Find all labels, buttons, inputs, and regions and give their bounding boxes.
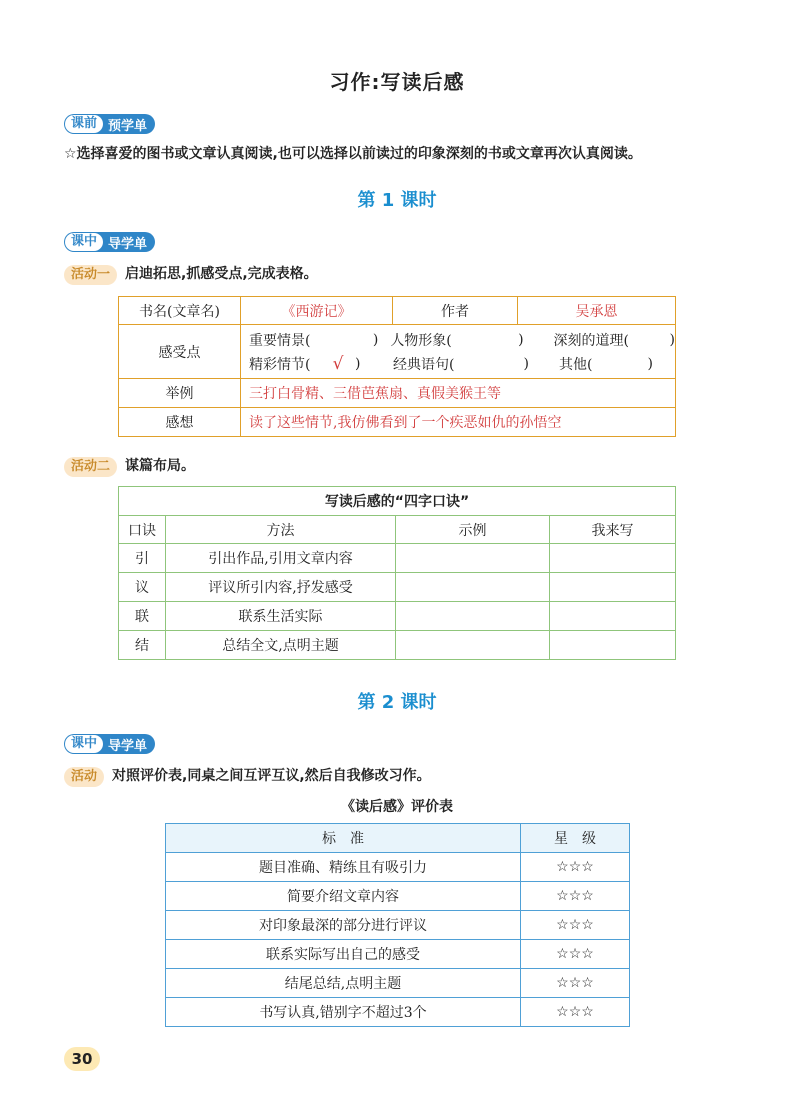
badge-part-a: 课中 (65, 233, 103, 251)
table-row (119, 602, 676, 631)
lesson1-title: 第 1 课时 (357, 190, 437, 211)
lesson2-title: 第 2 课时 (357, 692, 437, 713)
badge-part-a: 课中 (65, 735, 103, 753)
page-title: 习作:写读后感 (329, 70, 465, 94)
criterion-text: 结尾总结,点明主题 (166, 969, 521, 998)
table-row (166, 969, 630, 998)
lesson2-badge (64, 732, 155, 754)
my-writing-cell[interactable] (550, 573, 676, 602)
formula-key: 议 (119, 573, 166, 602)
criterion-text: 联系实际写出自己的感受 (166, 940, 521, 969)
reading-feelings-table (118, 296, 676, 437)
option-other: 其他( (559, 356, 593, 373)
star-rating[interactable]: ☆☆☆ (521, 853, 630, 882)
example-cell[interactable] (396, 573, 550, 602)
example-label: 举例 (119, 379, 241, 408)
check-mark: √ (332, 353, 344, 374)
criterion-text: 对印象最深的部分进行评议 (166, 911, 521, 940)
activity1-text: 启迪拓思,抓感受点,完成表格。 (125, 266, 318, 282)
example-value: 三打白骨精、三借芭蕉扇、真假美猴王等 (241, 379, 676, 408)
option-wonderful-plot: 精彩情节( (249, 356, 311, 373)
header-my-writing: 我来写 (550, 516, 676, 544)
feel-options (241, 325, 676, 379)
criterion-text: 简要介绍文章内容 (166, 882, 521, 911)
activity2-text: 谋篇布局。 (125, 458, 196, 474)
feel-label: 感受点 (119, 325, 241, 379)
page-number: 30 (64, 1047, 100, 1071)
badge-part-b: 导学单 (108, 236, 148, 252)
example-cell[interactable] (396, 602, 550, 631)
pre-class-instruction: ☆选择喜爱的图书或文章认真阅读,也可以选择以前读过的印象深刻的书或文章再次认真阅读。 (64, 146, 642, 162)
formula-caption: 写读后感的“四字口诀” (119, 487, 676, 516)
star-rating[interactable]: ☆☆☆ (521, 998, 630, 1027)
evaluation-table (165, 823, 630, 1027)
option-classic-quote: 经典语句( (393, 356, 455, 373)
option-important-scene: 重要情景( (249, 332, 311, 349)
activity1-tag: 活动一 (64, 265, 117, 285)
thought-label: 感想 (119, 408, 241, 437)
option-close: ) (523, 355, 529, 372)
formula-method: 评议所引内容,抒发感受 (166, 573, 396, 602)
option-close: ) (372, 331, 379, 348)
badge-part-a: 课前 (65, 115, 103, 133)
table-row (119, 631, 676, 660)
formula-key: 结 (119, 631, 166, 660)
example-cell[interactable] (396, 631, 550, 660)
thought-value: 读了这些情节,我仿佛看到了一个疾恶如仇的孙悟空 (241, 408, 676, 437)
my-writing-cell[interactable] (550, 602, 676, 631)
criterion-text: 题目准确、精练且有吸引力 (166, 853, 521, 882)
activity1-line (64, 263, 318, 285)
eval-table-caption: 《读后感》评价表 (341, 799, 453, 815)
my-writing-cell[interactable] (550, 631, 676, 660)
option-close: ) (355, 355, 361, 372)
formula-key: 引 (119, 544, 166, 573)
header-formula: 口诀 (119, 516, 166, 544)
option-close: ) (647, 355, 653, 372)
four-word-formula-table (118, 486, 676, 660)
star-rating[interactable]: ☆☆☆ (521, 882, 630, 911)
table-row (166, 940, 630, 969)
badge-part-b: 预学单 (108, 118, 148, 134)
author-label: 作者 (393, 297, 518, 325)
badge-part-b: 导学单 (108, 738, 148, 754)
option-character: 人物形象( (390, 332, 452, 349)
book-label: 书名(文章名) (119, 297, 241, 325)
header-method: 方法 (166, 516, 396, 544)
activity3-text: 对照评价表,同桌之间互评互议,然后自我修改习作。 (112, 768, 431, 784)
table-row (166, 853, 630, 882)
activity3-tag: 活动 (64, 767, 104, 787)
option-deep-truth: 深刻的道理( (553, 332, 630, 349)
option-close: ) (518, 331, 524, 348)
formula-method: 联系生活实际 (166, 602, 396, 631)
formula-key: 联 (119, 602, 166, 631)
header-criterion: 标 准 (166, 824, 521, 853)
activity2-tag: 活动二 (64, 457, 117, 477)
option-close: ) (669, 331, 676, 348)
star-rating[interactable]: ☆☆☆ (521, 940, 630, 969)
table-row (119, 573, 676, 602)
star-rating[interactable]: ☆☆☆ (521, 911, 630, 940)
lesson1-badge (64, 230, 155, 252)
header-rating: 星 级 (521, 824, 630, 853)
table-row (166, 882, 630, 911)
activity2-line (64, 455, 195, 477)
header-example: 示例 (396, 516, 550, 544)
criterion-text: 书写认真,错别字不超过3个 (166, 998, 521, 1027)
book-value: 《西游记》 (241, 297, 393, 325)
table-row (166, 998, 630, 1027)
table-row (166, 911, 630, 940)
star-rating[interactable]: ☆☆☆ (521, 969, 630, 998)
pre-class-badge (64, 112, 155, 134)
example-cell[interactable] (396, 544, 550, 573)
formula-method: 总结全文,点明主题 (166, 631, 396, 660)
activity3-line (64, 765, 431, 787)
formula-method: 引出作品,引用文章内容 (166, 544, 396, 573)
author-value: 吴承恩 (518, 297, 676, 325)
table-row (119, 544, 676, 573)
my-writing-cell[interactable] (550, 544, 676, 573)
